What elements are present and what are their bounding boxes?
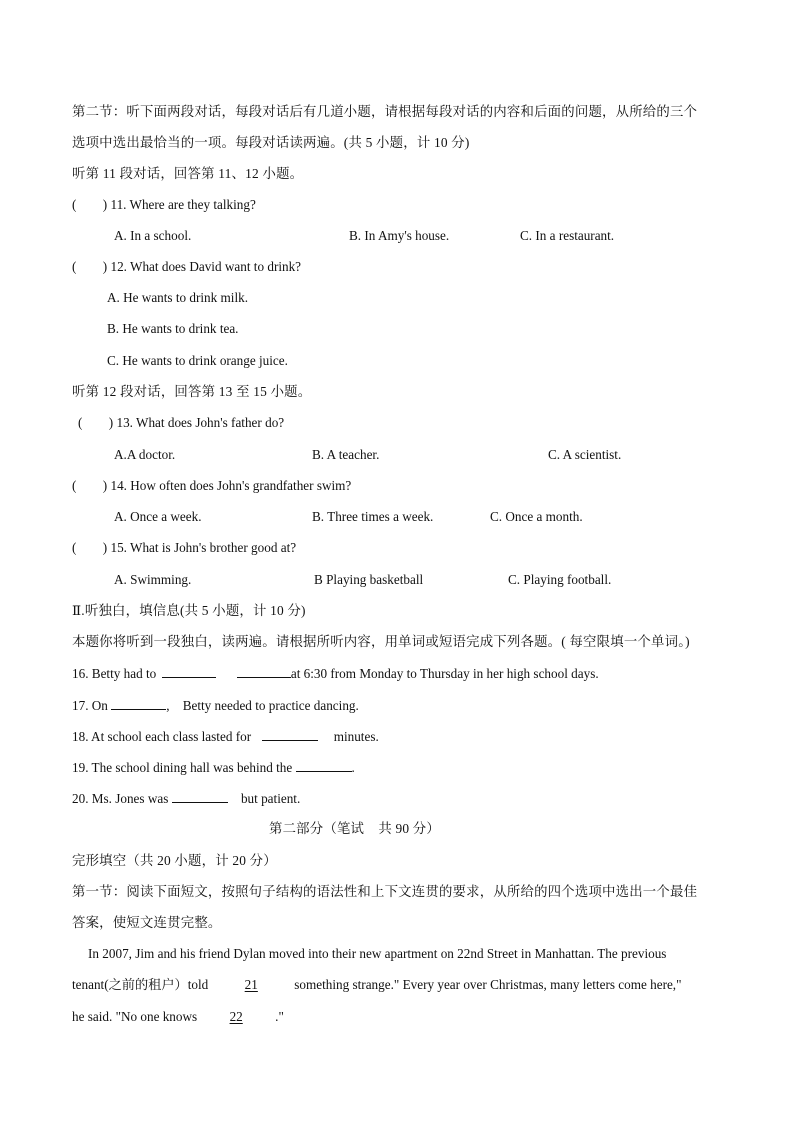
- question-12: [72, 258, 301, 276]
- question-13-option-c: C. A scientist.: [548, 447, 622, 462]
- passage-line-3-text-b: .": [275, 1009, 284, 1024]
- section-instruction-line-1: 第二节：听下面两段对话，每段对话后有几道小题，请根据每段对话的内容和后面的问题，从所给的三个: [72, 104, 698, 119]
- question-14: [72, 477, 351, 495]
- question-15-option-b: B Playing basketball: [314, 572, 424, 587]
- question-19-text-a: 19. The school dining hall was behind the: [72, 760, 293, 775]
- question-14-option-c: C. Once a month.: [490, 509, 583, 524]
- question-12-stem: 12. What does David want to drink?: [110, 259, 302, 274]
- cloze-instruction-line-2: 答案，使短文连贯完整。: [72, 915, 222, 930]
- part-2-instruction: 本题你将听到一段独白，读两遍。请根据所听内容，用单词或短语完成下列各题。( 每空限填一个单词。): [72, 634, 690, 649]
- question-11-option-a: A. In a school.: [114, 228, 192, 243]
- question-17-text-b: , Betty needed to practice dancing.: [166, 698, 359, 713]
- question-17: [72, 696, 359, 715]
- cloze-heading: 完形填空（共 20 小题，计 20 分）: [72, 853, 277, 868]
- passage-line-1: In 2007, Jim and his friend Dylan moved into their new apartment on 22nd Street in Manhattan. The previous: [88, 946, 667, 961]
- part-2-heading: Ⅱ.听独白，填信息(共 5 小题，计 10 分): [72, 603, 306, 618]
- question-15-stem: 15. What is John's brother good at?: [110, 540, 297, 555]
- question-11-option-c: C. In a restaurant.: [520, 228, 615, 243]
- question-20-text-a: 20. Ms. Jones was: [72, 791, 169, 806]
- blank-21[interactable]: 21: [244, 977, 258, 992]
- question-17-text-a: 17. On: [72, 698, 108, 713]
- answer-blank[interactable]: [262, 727, 318, 741]
- question-12-option-c: C. He wants to drink orange juice.: [107, 353, 288, 368]
- answer-blank[interactable]: [111, 696, 166, 710]
- cloze-instruction-line-1: 第一节：阅读下面短文，按照句子结构的语法性和上下文连贯的要求，从所给的四个选项中选出一个最佳: [72, 884, 698, 899]
- question-12-option-a: A. He wants to drink milk.: [107, 290, 249, 305]
- question-11: [72, 196, 256, 214]
- question-16-text-a: 16. Betty had to: [72, 666, 157, 681]
- answer-bracket[interactable]: ( ): [72, 197, 108, 212]
- question-14-stem: 14. How often does John's grandfather swim?: [110, 478, 352, 493]
- question-14-option-b: B. Three times a week.: [312, 509, 434, 524]
- written-part-heading: 第二部分（笔试 共 90 分）: [269, 821, 440, 836]
- passage-line-2: [72, 976, 682, 994]
- answer-blank[interactable]: [172, 789, 228, 803]
- question-13-option-a: A.A doctor.: [114, 447, 176, 462]
- question-15-option-a: A. Swimming.: [114, 572, 192, 587]
- question-11-option-b: B. In Amy's house.: [349, 228, 450, 243]
- answer-bracket[interactable]: ( ): [72, 259, 108, 274]
- question-18-text-b: minutes.: [333, 729, 379, 744]
- passage-line-2-text-a: tenant(之前的租户）told: [72, 977, 209, 992]
- question-16-text-b: at 6:30 from Monday to Thursday in her high school days.: [290, 666, 599, 681]
- question-12-option-b: B. He wants to drink tea.: [107, 321, 239, 336]
- answer-bracket[interactable]: ( ): [78, 415, 114, 430]
- answer-bracket[interactable]: ( ): [72, 540, 108, 555]
- question-13: [78, 414, 284, 432]
- answer-bracket[interactable]: ( ): [72, 478, 108, 493]
- question-19: [72, 758, 355, 777]
- question-11-stem: 11. Where are they talking?: [110, 197, 256, 212]
- passage-line-2-text-b: something strange." Every year over Christmas, many letters come here,": [294, 977, 682, 992]
- question-19-text-b: .: [351, 760, 355, 775]
- question-20: [72, 789, 300, 808]
- question-18: [72, 727, 379, 746]
- question-14-option-a: A. Once a week.: [114, 509, 202, 524]
- question-20-text-b: but patient.: [240, 791, 301, 806]
- question-15-option-c: C. Playing football.: [508, 572, 612, 587]
- question-13-stem: 13. What does John's father do?: [116, 415, 285, 430]
- passage-line-3: [72, 1008, 284, 1026]
- question-15: [72, 539, 296, 557]
- answer-blank[interactable]: [296, 758, 352, 772]
- dialog-12-heading: 听第 12 段对话，回答第 13 至 15 小题。: [72, 384, 312, 399]
- passage-line-3-text-a: he said. "No one knows: [72, 1009, 198, 1024]
- question-13-option-b: B. A teacher.: [312, 447, 380, 462]
- section-instruction-line-2: 选项中选出最恰当的一项。每段对话读两遍。(共 5 小题，计 10 分): [72, 135, 470, 150]
- question-16: [72, 664, 599, 683]
- answer-blank[interactable]: [162, 664, 216, 678]
- question-18-text-a: 18. At school each class lasted for: [72, 729, 252, 744]
- blank-22[interactable]: 22: [229, 1009, 243, 1024]
- answer-blank[interactable]: [237, 664, 291, 678]
- dialog-11-heading: 听第 11 段对话，回答第 11、12 小题。: [72, 166, 304, 181]
